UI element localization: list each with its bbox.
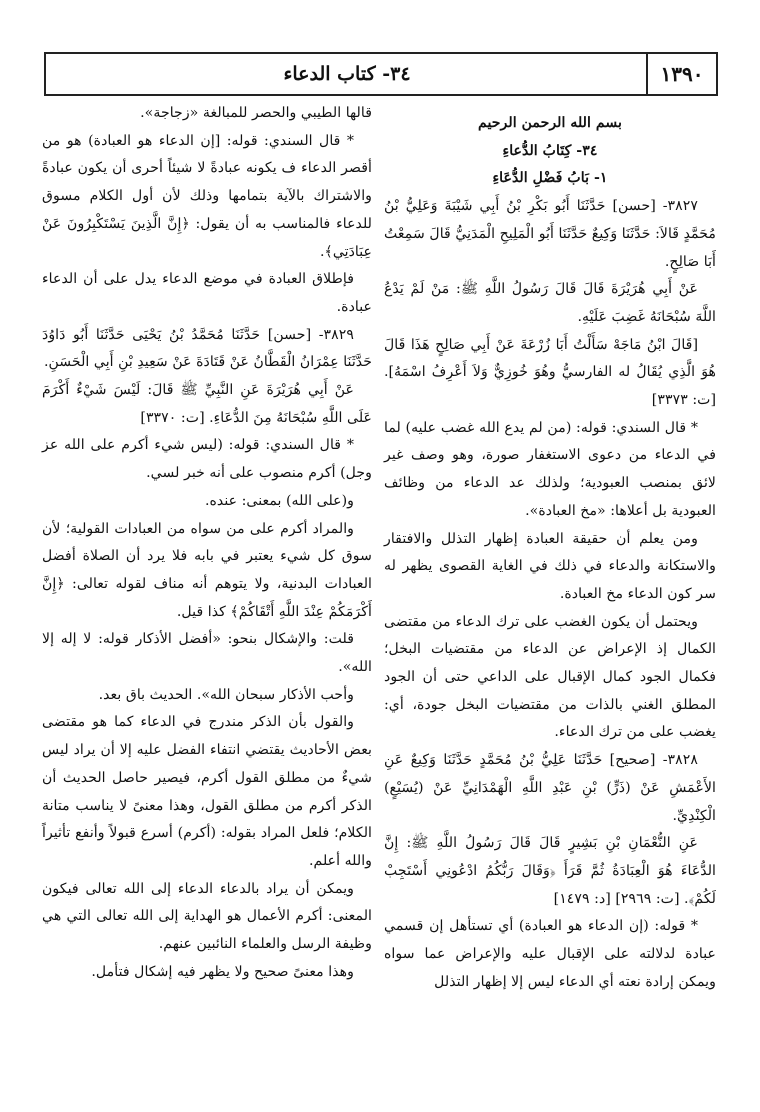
hadith-3829-isnad: ٣٨٢٩- [حسن] حَدَّثَنَا مُحَمَّدُ بْنُ يَحْيَى حَدَّثَنَا أَبُو دَاوُدَ حَدَّثَنَا عِمْرَانُ الْقَطَّانُ عَنْ قَتَادَةَ عَنْ سَعِيدِ بْنِ أَبِي الْحَسَنِ. <box>42 326 372 371</box>
page-number: ١٣٩٠ <box>646 54 716 94</box>
hadith-3828-isnad: ٣٨٢٨- [صحيح] حَدَّثَنَا عَلِيُّ بْنُ مُحَمَّدٍ حَدَّثَنَا وَكِيعٌ عَنِ الأَعْمَشِ عَنْ (ذَرٍّ) بْنِ عَبْدِ اللَّهِ الْهَمْدَانِيِّ عَنْ (يُسَيْعٍ) الْكِنْدِيِّ. <box>384 752 716 824</box>
hadith-3827-note: [قَالَ ابْنُ مَاجَهْ سَأَلْتُ أَبَا زُرْعَةَ عَنْ أَبِي صَالِحٍ هَذَا قَالَ هُوَ الَّذِي يُقَالُ له الفارسيُّ وهُوَ خُوزِيٌّ وَلاَ أَعْرِفُ اسْمَهُ]. [ت: ٣٣٧٣] <box>384 336 716 409</box>
commentary-paragraph: * قوله: (إن الدعاء هو العبادة) أي تستأهل إن قسمي عبادة لدلالته على الإقبال عليه والإعراض عما سواه ويمكن إرادة نعته أي الدعاء ليس إلا إظهار التذلل <box>384 918 716 990</box>
commentary-paragraph: * قال السندي: قوله: (ليس شيء أكرم على الله عز وجل) أكرم منصوب على أنه خبر لسي. <box>42 437 372 482</box>
commentary-paragraph: * قال السندي: قوله: [إن الدعاء هو العبادة) هو من أقصر الدعاء ف يكونه عبادةً لا شيئاً أحرى أن يكون عبادةً والاشتراك بالآية بتمامها وذلك لأن أول الكلام مسوق للدعاء فالمناسب به أن يقول: ﴿إِنَّ الَّذِينَ يَسْتَكْبِرُونَ عَنْ عِبَادَتِي﴾. <box>42 132 372 260</box>
commentary-paragraph: ويحتمل أن يكون الغضب على ترك الدعاء من مقتضى الكمال إذ الإعراض عن الدعاء من مقتضيات البخل؛ فكمال الجود كمال الإقبال على الداعي حتى أن الجود المطلق الغني بالذات من مقتضيات البخل جودة، أي: يغضب على من ترك الدعاء. <box>384 613 716 741</box>
chapter-title: ٣٤- كتاب الدعاء <box>283 63 411 85</box>
hadith-3827-matn: عَنْ أَبِي هُرَيْرَةَ قَالَ قَالَ رَسُولُ اللَّهِ ﷺ: مَنْ لَمْ يَدْعُ اللَّهَ سُبْحَانَهُ غَضِبَ عَلَيْهِ. <box>384 281 716 325</box>
commentary-paragraph: وهذا معنىً صحيح ولا يظهر فيه إشكال فتأمل. <box>91 963 354 980</box>
right-column <box>384 100 716 997</box>
page-header <box>44 52 718 96</box>
commentary-paragraph: قالها الطيبي والحصر للمبالغة «زجاجة». <box>140 105 372 121</box>
basmala: بسم الله الرحمن الرحيم <box>478 115 622 131</box>
commentary-paragraph: والقول بأن الذكر مندرج في الدعاء كما هو مقتضى بعض الأحاديث يقتضي انتفاء الفضل عليه إلا أن يراد ليس شيءٌ من مطلق القول أكرم، فيصير حاصل الحديث أن الذكر أكرم من مطلق القول، وهذا معنىً لا يناسب متانة الكلام؛ فلعل المراد بقوله: (أكرم) أسرع قبولاً وأنفع تأثيراً والله أعلم. <box>42 714 372 869</box>
commentary-paragraph: قلت: والإشكال بنحو: «أفضل الأذكار قوله: لا إله إلا الله». <box>42 631 372 676</box>
commentary-paragraph: ويمكن أن يراد بالدعاء الدعاء إلى الله تعالى فيكون المعنى: أكرم الأعمال هو الهداية إلى الله تعالى التي هي وظيفة الرسل والعلماء النائبين عنهم. <box>42 880 372 953</box>
left-column <box>42 100 372 987</box>
commentary-paragraph: و(على الله) بمعنى: عنده. <box>204 492 354 509</box>
commentary-paragraph: وأحب الأذكار سبحان الله». الحديث باق بعد. <box>98 686 354 703</box>
commentary-paragraph: * قال السندي: قوله: (من لم يدع الله غضب عليه) لما في الدعاء من دعوى الاستغفار صورة، وهو وصف غير لائق بمنصب العبودية؛ ولذلك عد الدعاء من وظائف العبودية بل أعلاها: «مخ العبادة». <box>384 419 716 519</box>
chapter-heading: ١- بَابُ فَضْلِ الدُّعَاءِ <box>492 170 608 187</box>
commentary-paragraph: ومن يعلم أن حقيقة العبادة إظهار التذلل والافتقار والاستكانة والدعاء في ذلك في الغاية القصوى يظهر له سر كون الدعاء مخ العبادة. <box>384 530 716 602</box>
hadith-3828-matn: عَنِ النُّعْمَانِ بْنِ بَشِيرٍ قَالَ قَالَ رَسُولُ اللَّهِ ﷺ: إِنَّ الدُّعَاءَ هُوَ الْعِبَادَةُ ثُمَّ قَرَأَ ﴿وَقَالَ رَبُّكُمُ ادْعُونِي أَسْتَجِبْ لَكُمْ﴾. [ت: ٢٩٦٩] [د: ١٤٧٩] <box>384 835 716 907</box>
commentary-paragraph: فإطلاق العبادة في موضع الدعاء يدل على أن الدعاء عبادة. <box>42 271 372 315</box>
book-title: ٣٤- كِتَابُ الدُّعاءِ <box>502 142 598 159</box>
commentary-paragraph: والمراد أكرم على من سواه من العبادات القولية؛ لأن سوق كل شيء يعتبر في بابه فلا يرد أن الصلاة أفضل العبادات البدنية، ولا يتوهم أنه مناف لقوله تعالى: ﴿إِنَّ أَكْرَمَكُمْ عِنْدَ اللَّهِ أَتْقَاكُمْ﴾ كذا قيل. <box>42 520 372 620</box>
hadith-3827-isnad: ٣٨٢٧- [حسن] حَدَّثَنَا أَبُو بَكْرِ بْنُ أَبِي شَيْبَةَ وَعَلِيُّ بْنُ مُحَمَّدٍ قَالاَ: حَدَّثَنَا وَكِيعٌ حَدَّثَنَا أَبُو الْمَلِيحِ الْمَدَنِيُّ قَالَ سَمِعْتُ أَبَا صَالِحٍ. <box>384 198 716 270</box>
hadith-3829-matn: عَنْ أَبِي هُرَيْرَةَ عَنِ النَّبِيِّ ﷺ قَالَ: لَيْسَ شَيْءٌ أَكْرَمَ عَلَى اللَّهِ سُبْحَانَهُ مِنَ الدُّعَاءِ. [ت: ٣٣٧٠] <box>42 382 372 426</box>
